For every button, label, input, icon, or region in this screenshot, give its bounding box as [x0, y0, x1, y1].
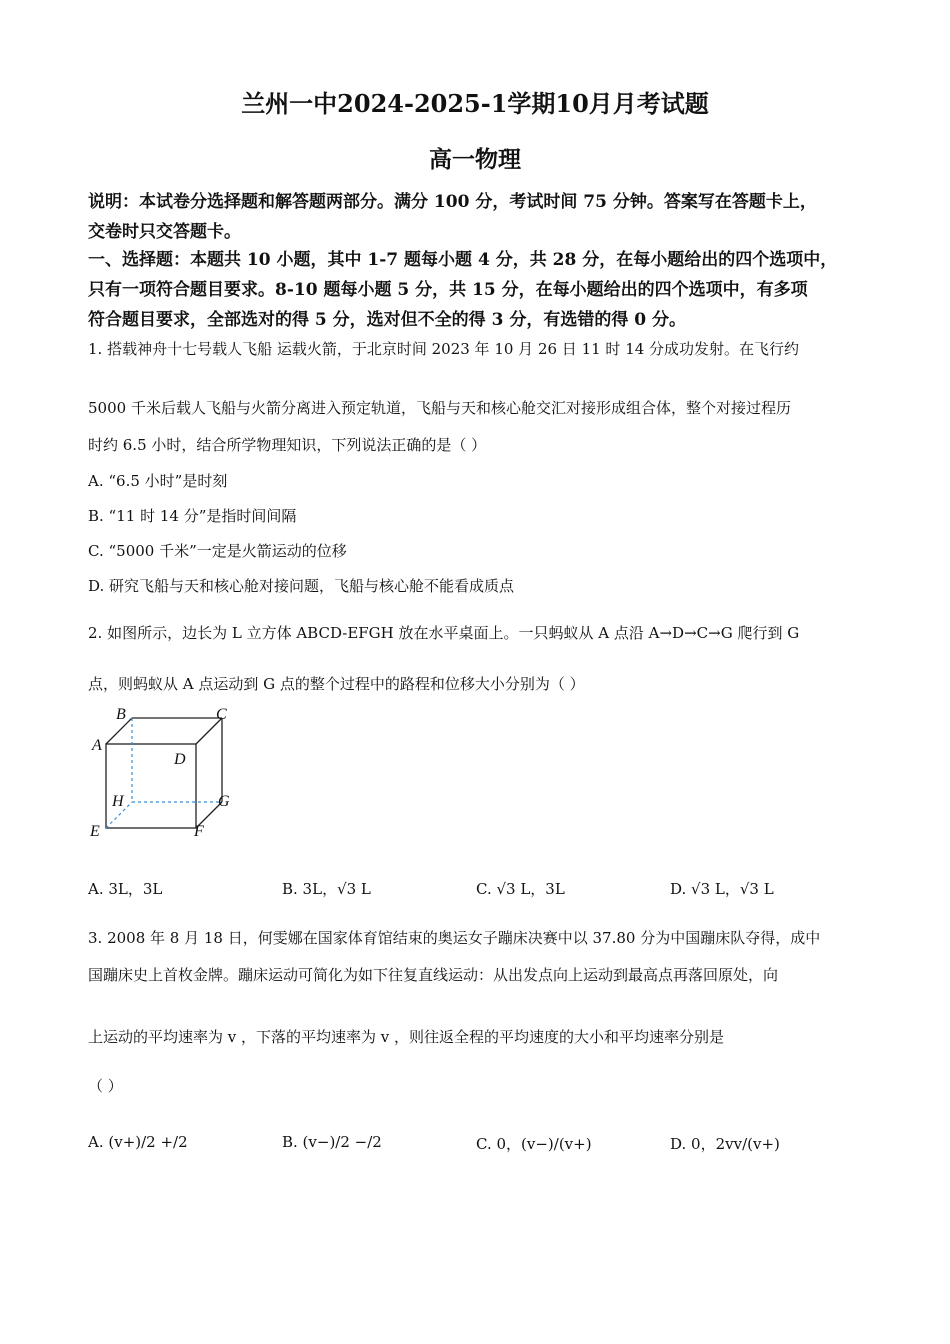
q1-option-c: C. “5000 千米”一定是火箭运动的位移 — [88, 542, 347, 560]
q3-text: 上运动的平均速率为 v ，下落的平均速率为 v ，则往返全程的平均速度的大小和平均速率分别是 — [88, 1028, 725, 1046]
vertex-label: D — [174, 751, 186, 768]
q3-text: 国蹦床史上首枚金牌。蹦床运动可简化为如下往复直线运动：从出发点向上运动到最高点再落回原处，向 — [88, 966, 779, 984]
q2-text: 点，则蚂蚁从 A 点运动到 G 点的整个过程中的路程和位移大小分别为（ ） — [88, 675, 585, 693]
vertex-label: A — [92, 737, 102, 754]
vertex-label: C — [216, 706, 227, 723]
instructions-line: 说明：本试卷分选择题和解答题两部分。满分 100 分，考试时间 75 分钟。答案写在答题卡上， — [88, 192, 817, 212]
q3-text: （ ） — [88, 1077, 123, 1095]
q1-text: 1. 搭载神舟十七号载人飞船 运载火箭，于北京时间 2023 年 10 月 26 日 11 时 14 分成功发射。在飞行约 — [88, 340, 800, 358]
q2-option-c: C. √3 L，3L — [476, 880, 565, 898]
vertex-label: H — [112, 793, 124, 810]
vertex-label: F — [194, 823, 204, 840]
q3-option-c: C. 0，(v−)/(v+) — [476, 1135, 592, 1153]
cube-figure — [86, 702, 246, 842]
instructions-line: 交卷时只交答题卡。 — [88, 222, 241, 242]
exam-title: 兰州一中2024-2025-1学期10月月考试题 — [241, 89, 709, 118]
section-heading: 一、选择题：本题共 10 小题，其中 1-7 题每小题 4 分，共 28 分，在每小题给出的四个选项中， — [88, 250, 838, 270]
vertex-label: E — [90, 823, 100, 840]
q3-option-a: A. (v+)/2 +/2 — [88, 1133, 188, 1151]
q3-text: 3. 2008 年 8 月 18 日，何雯娜在国家体育馆结束的奥运女子蹦床决赛中以 37.80 分为中国蹦床队夺得，成中 — [88, 929, 821, 947]
q2-option-d: D. √3 L，√3 L — [670, 880, 774, 898]
q3-option-b: B. (v−)/2 −/2 — [282, 1133, 382, 1151]
section-heading: 符合题目要求，全部选对的得 5 分，选对但不全的得 3 分，有选错的得 0 分。 — [88, 310, 686, 330]
vertex-label: B — [116, 706, 126, 723]
q2-option-b: B. 3L，√3 L — [282, 880, 371, 898]
vertex-label: G — [218, 793, 230, 810]
q1-text: 时约 6.5 小时，结合所学物理知识，下列说法正确的是（ ） — [88, 436, 487, 454]
q1-option-d: D. 研究飞船与天和核心舱对接问题，飞船与核心舱不能看成质点 — [88, 577, 515, 595]
q1-option-a: A. “6.5 小时”是时刻 — [88, 472, 228, 490]
q3-option-d: D. 0，2vv/(v+) — [670, 1135, 780, 1153]
exam-subtitle: 高一物理 — [429, 146, 521, 173]
q1-option-b: B. “11 时 14 分”是指时间间隔 — [88, 507, 297, 525]
q2-option-a: A. 3L，3L — [88, 880, 163, 898]
section-heading: 只有一项符合题目要求。8-10 题每小题 5 分，共 15 分，在每小题给出的四个选项中，有多项 — [88, 280, 808, 300]
q1-text: 5000 千米后载人飞船与火箭分离进入预定轨道，飞船与天和核心舱交汇对接形成组合体，整个对接过程历 — [88, 399, 791, 417]
q2-text: 2. 如图所示，边长为 L 立方体 ABCD-EFGH 放在水平桌面上。一只蚂蚁从 A 点沿 A→D→C→G 爬行到 G — [88, 624, 800, 642]
